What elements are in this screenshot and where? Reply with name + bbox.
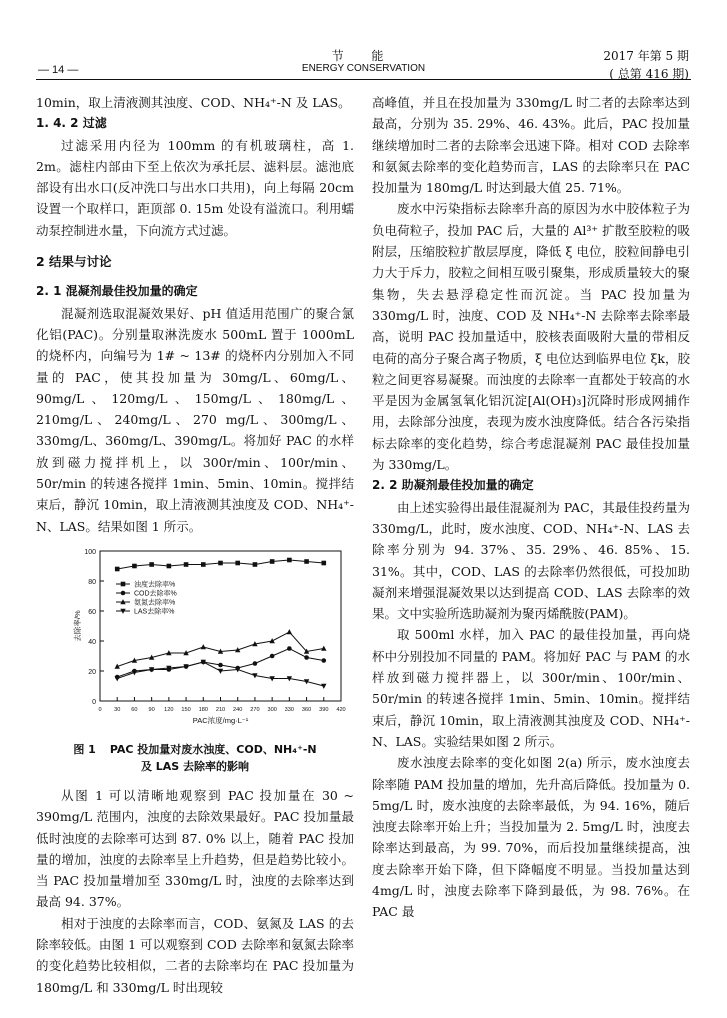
page-number: — 14 — xyxy=(38,64,79,76)
data-point xyxy=(321,561,326,566)
data-point xyxy=(270,559,275,564)
y-tick-label: 100 xyxy=(84,548,96,556)
paragraph: 混凝剂选取混凝效果好、pH 值适用范围广的聚合氯化铝(PAC)。分别量取淋洗废水 500mL 置于 1000mL 的烧杯内，向编号为 1# ~ 13# 的烧杯内分别加入不同量的 PAC，使其投加量为 30mg/L、60mg/L、90mg/L、120mg/L、150mg/L、180mg/L、210mg/L、240mg/L、270 mg/L、300mg/L、330mg/L、360mg/L、390mg/L。将加好 PAC 的水样放到磁力搅拌机上，以 300r/min、100r/min、50r/min 的转速各搅拌 1min、5min、10min。搅拌结束后，静沉 10min，取上清液测其浊度及 COD、NH₄⁺-N、LAS。结果如图 1 所示。 xyxy=(36,305,354,534)
data-point xyxy=(218,663,223,668)
paragraph: 取 500ml 水样，加入 PAC 的最佳投加量，再向烧杯中分别投加不同量的 PAM。将加好 PAC 与 PAM 的水样放到磁力搅拌器上，以 300r/min、100r/min、50r/min 的转速各搅拌 1min、5min、10min。搅拌结束后，静沉 10min，取上清液测其浊度及 COD、NH₄⁺-N、LAS。实验结果如图 2 所示。 xyxy=(372,627,690,749)
x-tick-label: 0 xyxy=(98,706,102,713)
x-tick-label: 210 xyxy=(215,706,226,713)
paragraph: 过滤采用内径为 100mm 的有机玻璃柱，高 1. 2m。滤柱内部由下至上依次为承托层、滤料层。滤池底部设有出水口(反冲洗口与出水口共用)，向上每隔 20cm 设置一个取样口，距顶部 0. 15m 处设有溢流口。利用蠕动泵控制进水量，下向流方式过滤。 xyxy=(36,137,354,238)
section-heading-1-4-2: 1. 4. 2 过滤 xyxy=(36,116,107,131)
data-point xyxy=(218,561,223,566)
data-point xyxy=(121,582,126,587)
data-point xyxy=(132,564,137,569)
data-point xyxy=(321,658,326,663)
data-point xyxy=(167,564,172,569)
x-tick-label: 30 xyxy=(114,706,121,713)
section-heading-2-2: 2. 2 助凝剂最佳投加量的确定 xyxy=(372,478,534,493)
figure-caption-line-1: PAC 投加量对废水浊度、COD、NH₄⁺-N xyxy=(109,742,317,756)
legend-label: LAS去除率% xyxy=(134,608,175,616)
data-point xyxy=(201,644,206,649)
data-point xyxy=(184,562,189,567)
data-point xyxy=(321,684,326,689)
paragraph: 高峰值，并且在投加量为 330mg/L 时二者的去除率达到最高，分别为 35. 29%、46. 43%。此后，PAC 投加量继续增加时二者的去除率会迅速下降。相对 COD 去除率和氨氮去除率的变化趋势而言，LAS 的去除率只在 PAC 投加量为 180mg/L 时达到最大值 25. 71%。 xyxy=(372,95,690,196)
plot-frame xyxy=(100,551,341,701)
x-tick-label: 180 xyxy=(198,706,208,713)
data-point xyxy=(253,661,258,666)
x-tick-label: 90 xyxy=(148,706,155,713)
x-axis-label: PAC浓度/mg·L⁻¹ xyxy=(192,715,249,725)
data-point xyxy=(287,629,292,634)
paragraph: 10min，取上清液测其浊度、COD、NH₄⁺-N 及 LAS。 xyxy=(36,95,351,110)
x-tick-label: 60 xyxy=(131,706,138,713)
x-tick-label: 390 xyxy=(319,706,329,713)
figure-caption-line-2: 及 LAS 去除率的影响 xyxy=(140,759,250,773)
section-heading-2: 2 结果与讨论 xyxy=(36,254,112,270)
paragraph: 废水中污染指标去除率升高的原因为水中胶体粒子为负电荷粒子，投加 PAC 后，大量的 Al³⁺ 扩散至胶粒的吸附层，压缩胶粒扩散层厚度，降低 ξ 电位，胶粒间静电引力大于斥力，胶粒之间相互吸引聚集，形成质量较大的聚集物，失去悬浮稳定性而沉淀。当 PAC 投加量为 330mg/L 时，浊度、COD 及 NH₄⁺-N 去除率去除率最高，说明 PAC 投加量适中，胶核表面吸附大量的带相反电荷的高分子聚合离子物质，ξ 电位达到临界电位 ξk，胶粒之间更容易凝聚。而浊度的去除率一直都处于较高的水平是因为金属氢氧化铝沉淀[Al(OH)₃]沉降时形成网捕作用，去除部分浊度，表现为废水浊度降低。结合各污染指标去除率的变化趋势，综合考虑混凝剂 PAC 最佳投加量为 330mg/L。 xyxy=(372,201,690,473)
y-tick-label: 0 xyxy=(92,698,96,706)
data-point xyxy=(304,559,309,564)
x-tick-label: 270 xyxy=(250,706,260,713)
data-point xyxy=(270,654,275,659)
y-axis-label: 去除率/% xyxy=(73,610,82,642)
figure-caption xyxy=(36,741,354,775)
section-heading-2-1: 2. 1 混凝剂最佳投加量的确定 xyxy=(36,284,198,299)
paragraph: 从图 1 可以清晰地观察到 PAC 投加量在 30 ~ 390mg/L 范围内，浊度的去除效果最好。PAC 投加量最低时浊度的去除率可达到 87. 0% 以上，随着 PAC 投加量的增加，浊度的去除率呈上升趋势，但是趋势比较小。当 PAC 投加量增加至 330mg/L 时，浊度的去除率达到最高 94. 37%。 xyxy=(36,787,354,910)
data-point xyxy=(115,567,120,572)
x-tick-label: 420 xyxy=(336,706,346,713)
data-point xyxy=(253,562,258,567)
legend-label: 浊度去除率% xyxy=(134,581,176,589)
line-chart xyxy=(36,543,354,739)
figure-number: 图 1 xyxy=(73,742,96,756)
left-column xyxy=(36,92,354,998)
data-point xyxy=(304,655,309,660)
y-tick-label: 40 xyxy=(88,638,96,646)
paragraph: 相对于浊度的去除率而言，COD、氨氮及 LAS 的去除率较低。由图 1 可以观察到 COD 去除率和氨氮去除率的变化趋势比较相似，二者的去除率均在 PAC 投加量为 180mg/L 和 330mg/L 时出现较 xyxy=(36,915,354,995)
total-issue-label: ( 总第 416 期) xyxy=(609,67,689,81)
data-point xyxy=(321,646,326,651)
data-point xyxy=(269,638,274,643)
paragraph: 废水浊度去除率的变化如图 2(a) 所示，废水浊度去除率随 PAM 投加量的增加，先升高后降低。投加量为 0. 5mg/L 时，废水浊度的去除率最低，为 94. 16%，随后浊度去除率开始上升；当投加量为 2. 5mg/L 时，浊度去除率达到最高，为 99. 70%，而后投加量继续提高，浊度去除率开始下降，但下降幅度不明显。当投加量达到 4mg/L 时，浊度去除率下降到最低，为 98. 76%。在 PAC 最 xyxy=(372,755,690,920)
journal-name-en: ENERGY CONSERVATION xyxy=(301,63,426,74)
x-tick-label: 360 xyxy=(301,706,312,713)
data-point xyxy=(115,676,120,681)
header-rule xyxy=(36,79,691,80)
data-point xyxy=(149,562,154,567)
y-tick-label: 60 xyxy=(88,608,96,616)
data-point xyxy=(287,646,292,651)
x-tick-label: 150 xyxy=(181,706,191,713)
x-tick-label: 120 xyxy=(164,706,174,713)
data-point xyxy=(287,558,292,563)
right-column xyxy=(372,92,690,923)
figure-1 xyxy=(36,543,354,739)
issue-label: 2017 年第 5 期 xyxy=(603,49,689,63)
x-tick-label: 240 xyxy=(233,706,243,713)
y-tick-label: 20 xyxy=(88,668,96,676)
x-tick-label: 300 xyxy=(267,706,277,713)
legend-label: COD去除率% xyxy=(134,590,177,598)
x-tick-label: 330 xyxy=(284,706,295,713)
paragraph: 由上述实验得出最佳混凝剂为 PAC，其最佳投药量为 330mg/L，此时，废水浊度、COD、NH₄⁺-N、LAS 去除率分别为 94. 37%、35. 29%、46. 85%、15. 31%。其中，COD、LAS 的去除率仍然很低，可投加助凝剂来增强混凝效果以达到提高 COD、LAS 去除率的效果。文中实验所选助凝剂为聚丙烯酰胺(PAM)。 xyxy=(372,499,690,622)
running-header xyxy=(0,0,727,80)
legend-label: 氨氮去除率% xyxy=(134,599,176,607)
journal-name-cn: 节 能 xyxy=(331,49,396,63)
data-point xyxy=(235,561,240,566)
y-tick-label: 80 xyxy=(88,578,96,586)
data-point xyxy=(201,562,206,567)
data-point xyxy=(121,591,126,596)
